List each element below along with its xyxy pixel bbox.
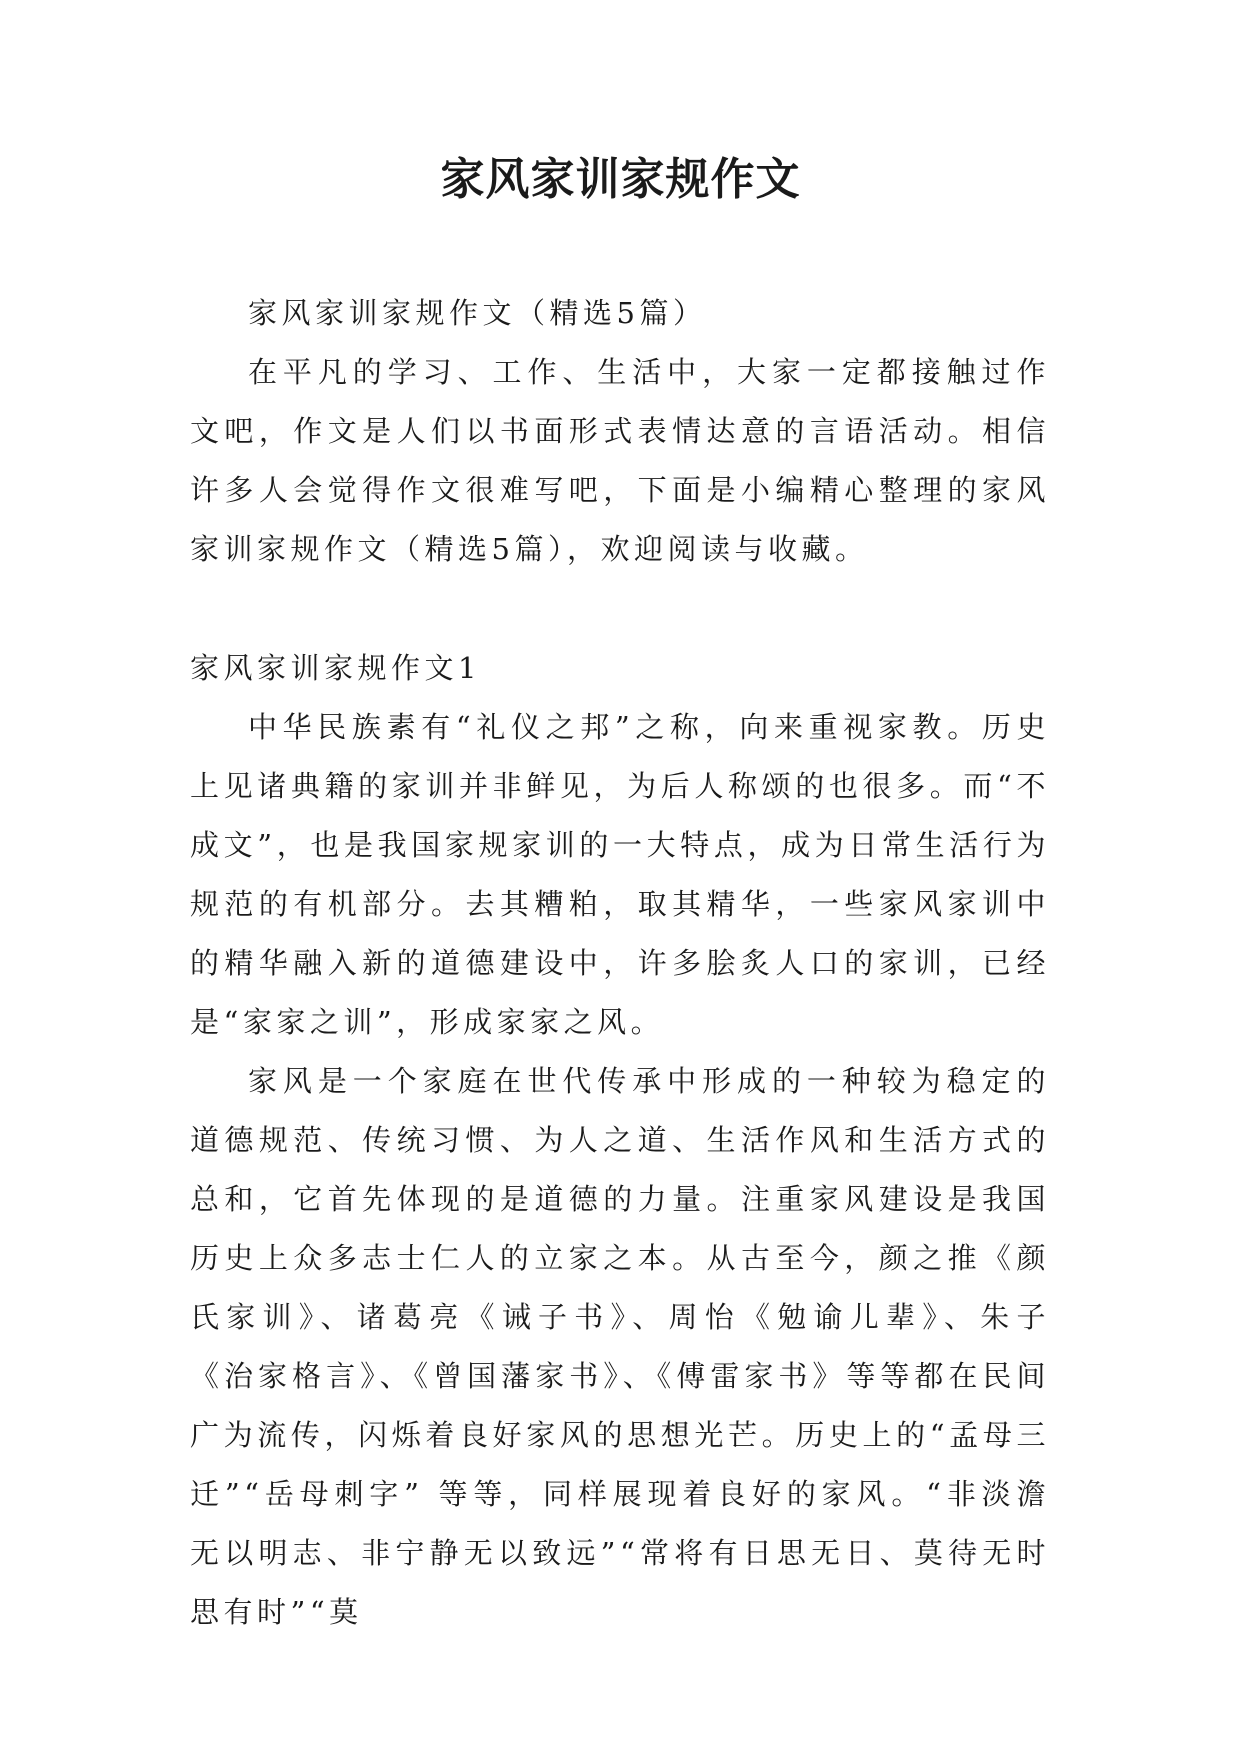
section-heading: 家风家训家规作文1 [190, 651, 481, 685]
section-spacer [190, 579, 1050, 639]
section-paragraph-2: 家风是一个家庭在世代传承中形成的一种较为稳定的道德规范、传统习惯、为人之道、生活作风和生活方式的总和，它首先体现的是道德的力量。注重家风建设是我国历史上众多志士仁人的立家之本。从古至今，颜之推《颜氏家训》、诸葛亮《诫子书》、周怡《勉谕儿辈》、朱子《治家格言》、《曾国藩家书》、《傅雷家书》等等都在民间广为流传，闪烁着良好家风的思想光芒。历史上的“孟母三迁”“岳母刺字” 等等，同样展现着良好的家风。“非淡澹无以明志、非宁静无以致远”“常将有日思无日、莫待无时思有时”“莫 [190, 1064, 1050, 1629]
document-title: 家风家训家规作文 [440, 154, 801, 205]
document-body [190, 284, 1050, 1642]
section-paragraph-1: 中华民族素有“礼仪之邦”之称，向来重视家教。历史上见诸典籍的家训并非鲜见，为后人称颂的也很多。而“不成文”，也是我国家规家训的一大特点，成为日常生活行为规范的有机部分。去其糟粕，取其精华，一些家风家训中的精华融入新的道德建设中，许多脍炙人口的家训，已经是“家家之训”，形成家家之风。 [190, 710, 1050, 1039]
intro-subtitle: 家风家训家规作文（精选5篇） [248, 296, 707, 330]
intro-paragraph: 在平凡的学习、工作、生活中，大家一定都接触过作文吧，作文是人们以书面形式表情达意的言语活动。相信许多人会觉得作文很难写吧，下面是小编精心整理的家风家训家规作文（精选5篇），欢迎阅读与收藏。 [190, 355, 1050, 566]
